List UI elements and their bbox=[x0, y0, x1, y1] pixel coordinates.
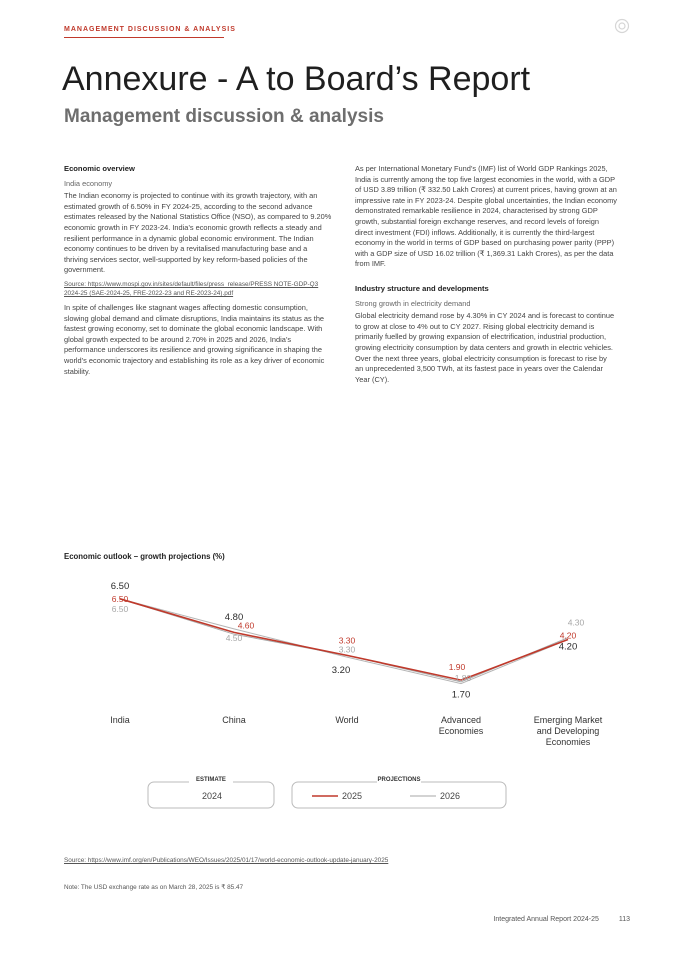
page-number: 113 bbox=[618, 916, 630, 923]
data-label: 4.30 bbox=[567, 617, 585, 628]
left-column bbox=[64, 164, 332, 381]
data-label: 4.20 bbox=[559, 630, 577, 641]
section-divider bbox=[64, 37, 224, 38]
page-subtitle: Management discussion & analysis bbox=[64, 106, 384, 127]
category-label: Economies bbox=[545, 737, 591, 747]
data-label: 3.30 bbox=[338, 644, 356, 655]
data-label: 4.60 bbox=[237, 620, 255, 631]
body-paragraph: The Indian economy is projected to continue with its growth trajectory, with an estimated growth of 6.50% in FY 2024-25, according to the second advance estimates released by the National Statistics Office (NSO), as compared to 9.20% economic growth in FY 2023-24. India’s economic growth reflects a steady and resilient performance in a dynamic global economic environment. The Indian economy continues to be driven by a revitalised manufacturing base and a thriving services sector, well-supported by key reform-based policies of the government. bbox=[64, 191, 332, 275]
data-label: 1.70 bbox=[451, 689, 471, 701]
chart-title: Economic outlook – growth projections (%) bbox=[64, 552, 225, 561]
data-label: 6.50 bbox=[110, 580, 130, 592]
page-title: Annexure - A to Board’s Report bbox=[62, 60, 531, 98]
data-label: 3.30 bbox=[338, 635, 356, 646]
body-paragraph: In spite of challenges like stagnant wages affecting domestic consumption, slowing global demand and climate disruptions, India maintains its status as the fastest growing economy, set to dominate the global economic landscape. With global growth expected to be around 2.70% in 2025 and 2026, India’s performance underscores its resilience and growing significance in shaping the world’s economic trajectory and establishing its role as a key driver of economic stability. bbox=[64, 302, 325, 376]
data-label: 6.50 bbox=[111, 603, 129, 614]
category-label: Emerging Market bbox=[533, 715, 603, 725]
section-subheading: Strong growth in electricity demand bbox=[355, 298, 471, 308]
report-name: Integrated Annual Report 2024-25 bbox=[493, 916, 599, 923]
category-label: World bbox=[335, 715, 359, 725]
body-paragraph: As per International Monetary Fund’s (IMF) list of World GDP Rankings 2025, India is currently among the top five largest economies in the world, with a GDP of USD 3.89 trillion (₹ 332.50 Lakh Crores) at current prices, having grown at an impressive rate in FY 2023-24. Despite global uncertainties, the Indian economy demonstrated remarkable resilience in 2024, characterised by strong GDP growth, substantial foreign exchange reserves, and record levels of foreign direct investment (FDI) inflows. Additionally, it is currently the third-largest economy in the world in terms of GDP based on purchasing power parity (PPP) with a GDP size of USD 16.02 trillion (₹ 1,369.31 Lakh Crores), as per the data from IMF. bbox=[355, 164, 617, 269]
data-label: 3.20 bbox=[331, 665, 351, 677]
legend-label: 2026 bbox=[439, 791, 461, 801]
growth-projections-chart bbox=[64, 566, 624, 816]
body-paragraph: Global electricity demand rose by 4.30% in CY 2024 and is forecast to continue to grow at close to 4% out to CY 2027. Rising global electricity demand is primarily fuelled by growing expansion of electrification, industrial production, growing electricity consumption by data centers and growth in electric vehicles. Over the next three years, global electricity consumption is forecast to rise by an unprecedented 3,500 TWh, at its fastest pace in years over the Calendar Year (CY). bbox=[355, 311, 615, 384]
source-link[interactable]: Source: https://www.mospi.gov.in/sites/default/files/press_release/PRESS NOTE-GDP-Q3 2024-25 (SAE-2024-25, FRE-2022-23 and RE-2023-24).pdf bbox=[64, 280, 319, 297]
data-label: 1.90 bbox=[448, 662, 466, 673]
right-column bbox=[355, 164, 617, 389]
category-label: Economies bbox=[438, 726, 484, 736]
data-label: 6.50 bbox=[111, 593, 129, 604]
legend-label: 2024 bbox=[201, 791, 223, 801]
category-label: India bbox=[110, 715, 130, 725]
legend-group-header: ESTIMATE bbox=[196, 777, 226, 783]
footer-source-link[interactable]: Source: https://www.imf.org/en/Publications/WEO/Issues/2025/01/17/world-economic-outlook-update-january-2025 bbox=[64, 857, 389, 864]
category-label: China bbox=[222, 715, 246, 725]
page-footer bbox=[493, 916, 630, 923]
data-label: 4.50 bbox=[225, 633, 243, 644]
legend-label: 2025 bbox=[341, 791, 363, 801]
section-subheading: India economy bbox=[64, 178, 113, 188]
section-heading: Economic overview bbox=[64, 164, 135, 173]
data-label: 4.80 bbox=[224, 611, 244, 623]
data-label: 1.80 bbox=[454, 672, 472, 683]
footer-note: Note: The USD exchange rate as on March 28, 2025 is ₹ 85.47 bbox=[64, 884, 244, 891]
section-heading: Industry structure and developments bbox=[355, 283, 489, 293]
logo-mark-icon bbox=[614, 18, 630, 34]
legend-box-projections bbox=[292, 782, 506, 808]
category-label: and Developing bbox=[536, 726, 600, 736]
data-label: 4.20 bbox=[558, 641, 578, 653]
category-label: Advanced bbox=[440, 715, 482, 725]
section-tag: MANAGEMENT DISCUSSION & ANALYSIS bbox=[64, 26, 236, 33]
legend-group-header: PROJECTIONS bbox=[377, 777, 421, 783]
